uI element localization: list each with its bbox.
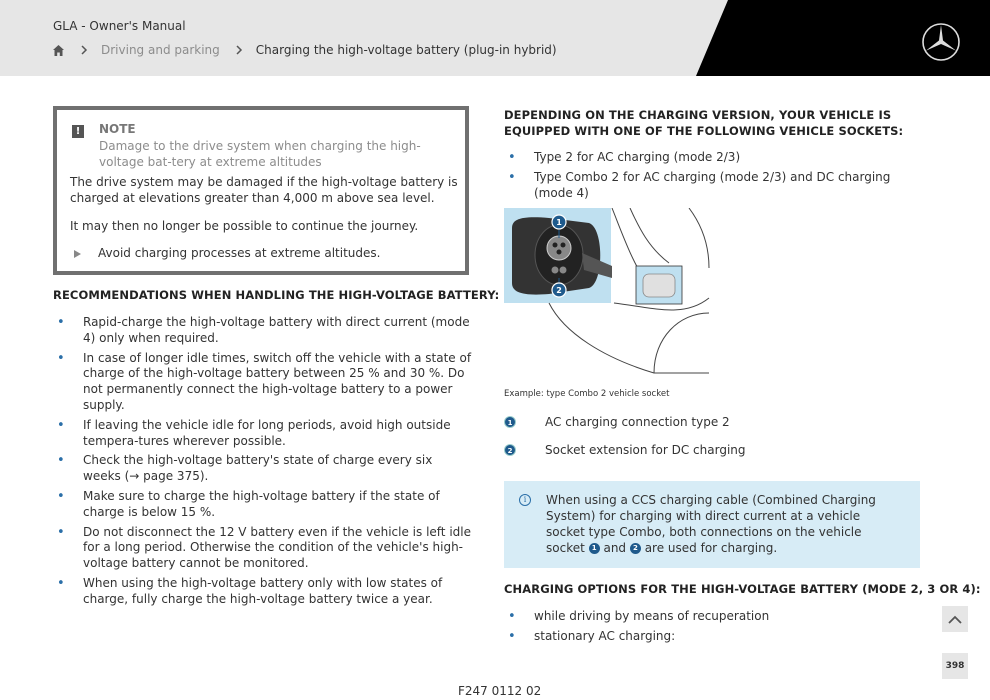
info-text-part: are used for charging.: [644, 541, 778, 555]
list-item: • Do not disconnect the 12 V battery even if the vehicle is left idle for a long period. Otherwise the condition of the vehicle's high-voltage battery cannot be monitored.: [53, 525, 473, 572]
callout-badge: 1: [589, 543, 600, 554]
list-item: • Rapid-charge the high-voltage battery with direct current (mode 4) only when required.: [53, 315, 473, 347]
note-paragraph: The drive system may be damaged if the high-voltage battery is charged at elevations greater than 4,000 m above sea level.: [70, 175, 458, 205]
recommendations-list: [53, 315, 473, 612]
legend-text: AC charging connection type 2: [545, 415, 730, 429]
legend-row: [504, 415, 730, 429]
note-box: [53, 106, 469, 275]
list-item: • When using the high-voltage battery only with low states of charge, fully charge the high-voltage battery twice a year.: [53, 576, 473, 608]
list-item: • Make sure to charge the high-voltage battery if the state of charge is below 15 %.: [53, 489, 473, 521]
mercedes-star-logo[interactable]: [921, 22, 961, 62]
figure-caption: Example: type Combo 2 vehicle socket: [504, 389, 670, 399]
info-text: [546, 492, 891, 556]
app-title: GLA - Owner's Manual: [53, 19, 186, 33]
callout-badge: 2: [504, 444, 516, 456]
svg-text:2: 2: [556, 286, 562, 295]
list-item: • In case of longer idle times, switch off the vehicle with a state of charge of the high-voltage battery between 25 % and 30 %. Do not permanently connect the high-voltage battery to a power supply.: [53, 351, 473, 414]
info-icon: i: [519, 494, 531, 506]
home-icon[interactable]: [52, 44, 65, 57]
sockets-list: [504, 150, 924, 205]
section-heading-recommendations: RECOMMENDATIONS WHEN HANDLING THE HIGH-VOLTAGE BATTERY:: [53, 288, 500, 302]
callout-badge: 1: [504, 416, 516, 428]
list-item: • Check the high-voltage battery's state of charge every six weeks (→ page 375).: [53, 453, 473, 485]
vehicle-socket-illustration: [504, 208, 714, 378]
note-subtitle: Damage to the drive system when charging the high-voltage bat-tery at extreme altitudes: [99, 139, 421, 169]
section-heading-charging-options: CHARGING OPTIONS FOR THE HIGH-VOLTAGE BATTERY (MODE 2, 3 OR 4):: [504, 582, 981, 596]
scroll-to-top-button[interactable]: [942, 606, 968, 632]
breadcrumb-link-driving[interactable]: Driving and parking: [101, 43, 220, 57]
charging-options-list: [504, 609, 924, 649]
section-heading-sockets: DEPENDING ON THE CHARGING VERSION, YOUR VEHICLE IS EQUIPPED WITH ONE OF THE FOLLOWING VEHICLE SOCKETS:: [504, 108, 904, 138]
legend-text: Socket extension for DC charging: [545, 443, 746, 457]
legend-row: [504, 443, 746, 457]
note-action-text: Avoid charging processes at extreme altitudes.: [98, 246, 381, 260]
breadcrumb-current: Charging the high-voltage battery (plug-in hybrid): [255, 43, 557, 57]
action-arrow-icon: [74, 250, 81, 258]
list-item: • stationary AC charging:: [504, 629, 924, 645]
list-item: • If leaving the vehicle idle for long periods, avoid high outside tempera-tures wherever possible.: [53, 418, 473, 450]
info-box: [504, 481, 920, 568]
list-item: • Type 2 for AC charging (mode 2/3): [504, 150, 924, 166]
scroll-top-icon: [948, 615, 962, 624]
note-icon: !: [72, 125, 84, 138]
page-number: 398: [942, 653, 968, 679]
note-action: [74, 246, 380, 260]
chevron-right-icon: [234, 44, 244, 56]
list-item: • while driving by means of recuperation: [504, 609, 924, 625]
note-paragraph: It may then no longer be possible to continue the journey.: [70, 219, 419, 233]
info-text-part: and: [603, 541, 627, 555]
footer-figure-code: F247 0112 02: [458, 684, 542, 698]
svg-text:1: 1: [556, 218, 562, 227]
chevron-right-icon: [79, 44, 89, 56]
breadcrumb: [52, 41, 557, 59]
note-title: NOTE: [99, 122, 136, 136]
callout-badge: 2: [630, 543, 641, 554]
list-item: • Type Combo 2 for AC charging (mode 2/3) and DC charging (mode 4): [504, 170, 924, 202]
info-text-part: When using a CCS charging cable (Combined Charging System) for charging with direct current at a vehicle socket type Combo, both connections on the vehicle socket: [546, 493, 876, 555]
